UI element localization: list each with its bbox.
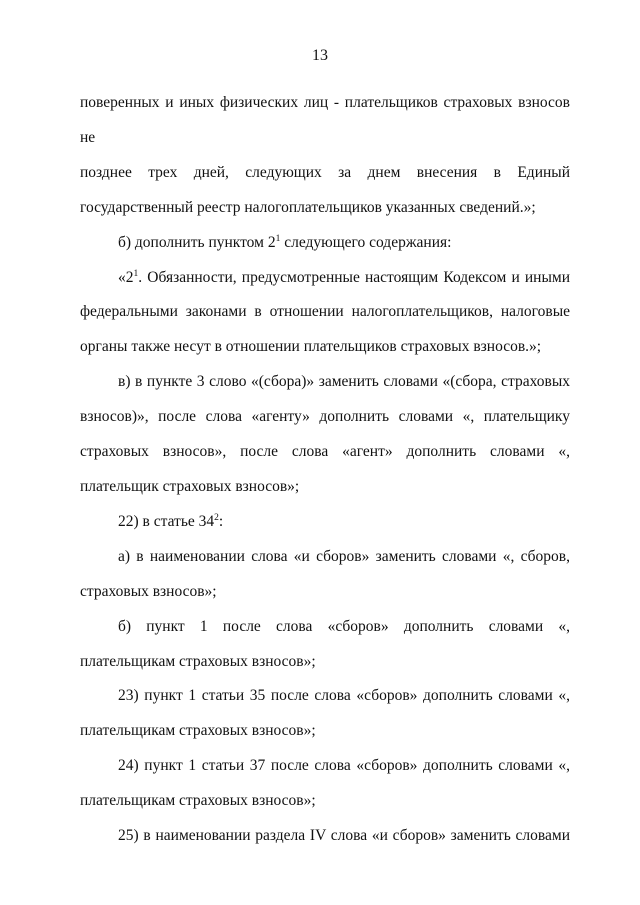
paragraph-b-point-1: б) пункт 1 после слова «сборов» дополнить словами «, плательщикам страховых взносов»; — [80, 617, 570, 670]
paragraph-continuation-line-3: государственный реестр налогоплательщиков указанных сведений.»; — [80, 198, 536, 216]
paragraph-item-25: 25) в наименовании раздела IV слова «и сборов» заменить словами — [118, 827, 570, 845]
paragraph-text: . Обязанности, предусмотренные настоящим Кодексом и иными федеральными законами в отношении налогоплательщиков, налоговые органы также несут в отношении плательщиков страховых взносов.»; — [80, 268, 570, 356]
paragraph-continuation-line-1: поверенных и иных физических лиц - плательщиков страховых взносов не — [80, 94, 570, 146]
paragraph-text: : — [218, 512, 224, 530]
superscript: 1 — [133, 268, 139, 279]
paragraph-point-text — [80, 261, 570, 366]
superscript: 2 — [214, 512, 219, 523]
paragraph-item-24: 24) пункт 1 статьи 37 после слова «сборов» дополнить словами «, плательщикам страховых взносов»; — [80, 757, 570, 810]
paragraph-b-add-point — [80, 226, 570, 261]
superscript: 1 — [275, 233, 281, 244]
paragraph-item-22 — [80, 505, 570, 540]
paragraph-a-title: а) в наименовании слова «и сборов» заменить словами «, сборов, страховых взносов»; — [80, 547, 570, 600]
paragraph-v-point-3: в) в пункте 3 слово «(сбора)» заменить словами «(сбора, страховых взносов)», после слова «агенту» дополнить словами «, плательщику страховых взносов», после слова «агент» дополнить словами «, плательщик страховых взносов»; — [80, 373, 570, 495]
paragraph-continuation-line-2: позднее трех дней, следующих за днем внесения в Единый — [80, 163, 570, 181]
document-body — [80, 86, 570, 854]
paragraph-text: 22) в статье 34 — [118, 512, 215, 530]
paragraph-text: следующего содержания: — [280, 233, 452, 251]
paragraph-item-23: 23) пункт 1 статьи 35 после слова «сборов» дополнить словами «, плательщикам страховых взносов»; — [80, 687, 570, 740]
page-number: 13 — [312, 47, 328, 64]
paragraph-text: б) дополнить пунктом 2 — [118, 233, 276, 251]
paragraph-text: «2 — [118, 268, 134, 286]
